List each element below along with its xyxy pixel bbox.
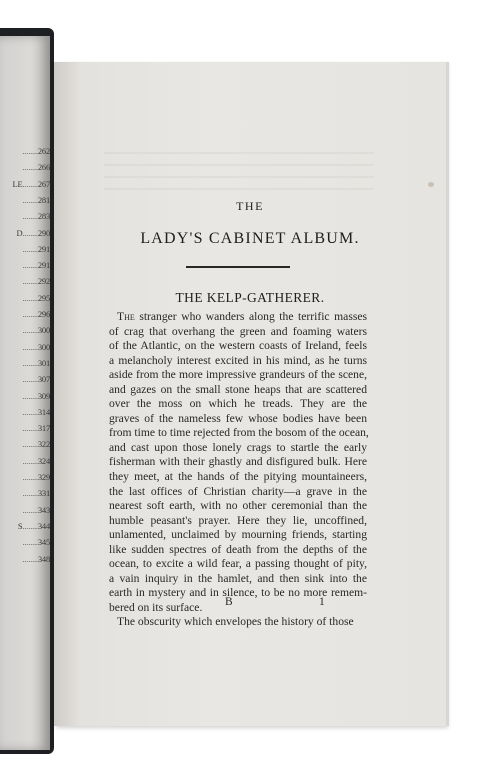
toc-fragment [0,325,50,337]
toc-page-number: 262 [37,146,50,156]
title-rule [186,266,290,268]
foxing-spot [428,182,434,187]
body-line: unlamented, unclaimed by mourning friends, starting [109,528,367,542]
toc-fragment [0,488,50,500]
toc-page-number: 281 [37,194,50,205]
toc-leader: ........ [22,439,38,450]
toc-page-number: 329 [37,472,50,482]
signature-number: 1 [319,596,325,608]
toc-leader: ........ [22,309,38,319]
toc-page-number: 307 [37,374,50,385]
left-page [0,36,50,750]
toc-page-number: 344 [37,520,50,531]
toc-leader: ........ [22,243,38,254]
toc-leader: ........ [22,325,38,336]
chapter-title: THE KELP-GATHERER. [175,290,325,305]
toc-prefix: S [17,520,23,531]
toc-leader: ........ [22,260,38,271]
toc-fragment [0,505,50,517]
toc-leader: ........ [22,537,38,548]
toc-leader: ........ [22,553,38,564]
toc-fragment [0,407,50,419]
body-line: humble peasant's prayer. Here they lie, uncoffined, [109,513,367,527]
toc-page-number: 317 [37,423,50,434]
toc-fragment [0,162,50,174]
toc-leader: ........ [22,472,38,482]
toc-page-number: 345 [37,537,50,548]
toc-page-number: 295 [37,292,50,303]
toc-fragment [0,211,50,223]
body-line: and cast upon those lonely crags to startle the early [109,440,367,454]
toc-fragment [0,374,50,386]
toc-leader: ........ [22,357,38,368]
first-line-rest: stranger who wanders along the terrific masses [134,310,367,323]
toc-fragment [0,195,50,207]
toc-fragment [0,423,50,435]
toc-page-number: 266 [37,162,50,173]
drop-word: The [117,310,135,323]
toc-leader: ........ [22,455,38,466]
toc-page-number: 309 [37,390,50,401]
toc-leader: ........ [22,341,38,352]
signature-mark: B [225,596,233,608]
toc-page-number: 283 [37,211,50,222]
toc-page-number: 343 [37,504,50,515]
toc-leader: ........ [22,292,38,303]
body-line: of the Atlantic, on the western coasts of Ireland, feels [109,339,367,353]
toc-fragment [0,276,50,288]
show-through-text [104,152,374,192]
toc-leader: ........ [22,162,38,173]
body-line: of crag that overhang the green and foaming waters [109,324,367,338]
toc-leader: ........ [22,227,38,238]
toc-page-number: 324 [37,455,50,466]
toc-page-number: 291 [37,243,50,254]
toc-fragment [0,244,50,256]
toc-fragment [0,521,50,533]
body-line: and gazes on the small stone heaps that are scattered [109,382,367,396]
body-line: aside from the more impressive grandeurs of the scene, [109,368,367,382]
toc-page-number: 301 [37,357,50,368]
toc-fragment [0,554,50,566]
body-line: the last offices of Christian charity—a grave in the [109,484,367,498]
body-line: a vain inquiry in the hamlet, and then sink into the [109,571,367,585]
body-line: fisherman with their ghastly and disfigured bulk. Here [109,455,367,469]
body-line: from time to time rejected from the bosom of the ocean, [109,426,369,440]
toc-page-number: 300 [37,325,50,336]
toc-leader: ........ [22,406,38,417]
toc-fragment [0,472,50,484]
toc-prefix: D [16,227,23,238]
toc-leader: ........ [22,178,38,189]
book-title: LADY'S CABINET ALBUM. [140,230,360,247]
toc-fragment [0,537,50,549]
body-line: bered on its surface. [109,600,203,614]
toc-fragment [0,439,50,451]
body-line-first [109,310,367,325]
toc-leader: ........ [22,488,38,499]
toc-leader: ........ [22,504,38,515]
toc-fragment [0,342,50,354]
toc-leader: ........ [22,194,38,205]
page-edge [446,62,449,726]
toc-fragment [0,309,50,321]
toc-leader: ........ [22,390,38,401]
toc-fragment [0,146,50,158]
body-text [109,310,367,630]
toc-fragment [0,228,50,240]
toc-page-number: 314 [37,406,50,417]
body-line: over the moss on which he treads. They are the [109,397,367,411]
toc-fragment [0,456,50,468]
toc-page-number: 292 [37,276,50,287]
toc-page-number: 290 [37,227,50,238]
toc-page-number: 291 [37,260,50,271]
toc-leader: ........ [22,374,38,385]
body-line: a melancholy interest excited in his mind, as he turns [109,353,367,367]
toc-fragment [0,179,50,191]
toc-fragment [0,260,50,272]
toc-fragment [0,391,50,403]
toc-page-number: 322 [37,439,50,450]
body-line-continued: The obscurity which envelopes the history of those [117,615,354,629]
toc-page-number: 348 [37,553,50,564]
toc-leader: ........ [22,520,38,531]
body-line: earth in mystery and in silence, to be no more remem- [109,586,367,600]
body-line: like sudden spectres of death from the depths of the [109,542,367,556]
body-line: graves of the nameless few whose bodies have been [109,411,367,425]
toc-fragment [0,293,50,305]
toc-leader: ........ [22,276,38,287]
toc-prefix: LE [12,178,23,189]
toc-leader: ........ [22,211,38,222]
body-line: nearest soft earth, with no other ceremonial than the [109,499,367,513]
toc-page-number: 296 [37,309,50,319]
toc-leader: ........ [22,423,38,434]
body-line: ocean, to excite a wild fear, a passing thought of pity, [109,557,367,571]
toc-fragment [0,358,50,370]
title-the: THE [236,199,264,213]
toc-page-number: 331 [37,488,50,499]
toc-page-number: 267 [37,178,50,189]
toc-page-number: 300 [37,341,50,352]
body-line: they meet, at the hands of the pitying mountaineers, [109,470,367,484]
toc-leader: ........ [22,146,38,156]
